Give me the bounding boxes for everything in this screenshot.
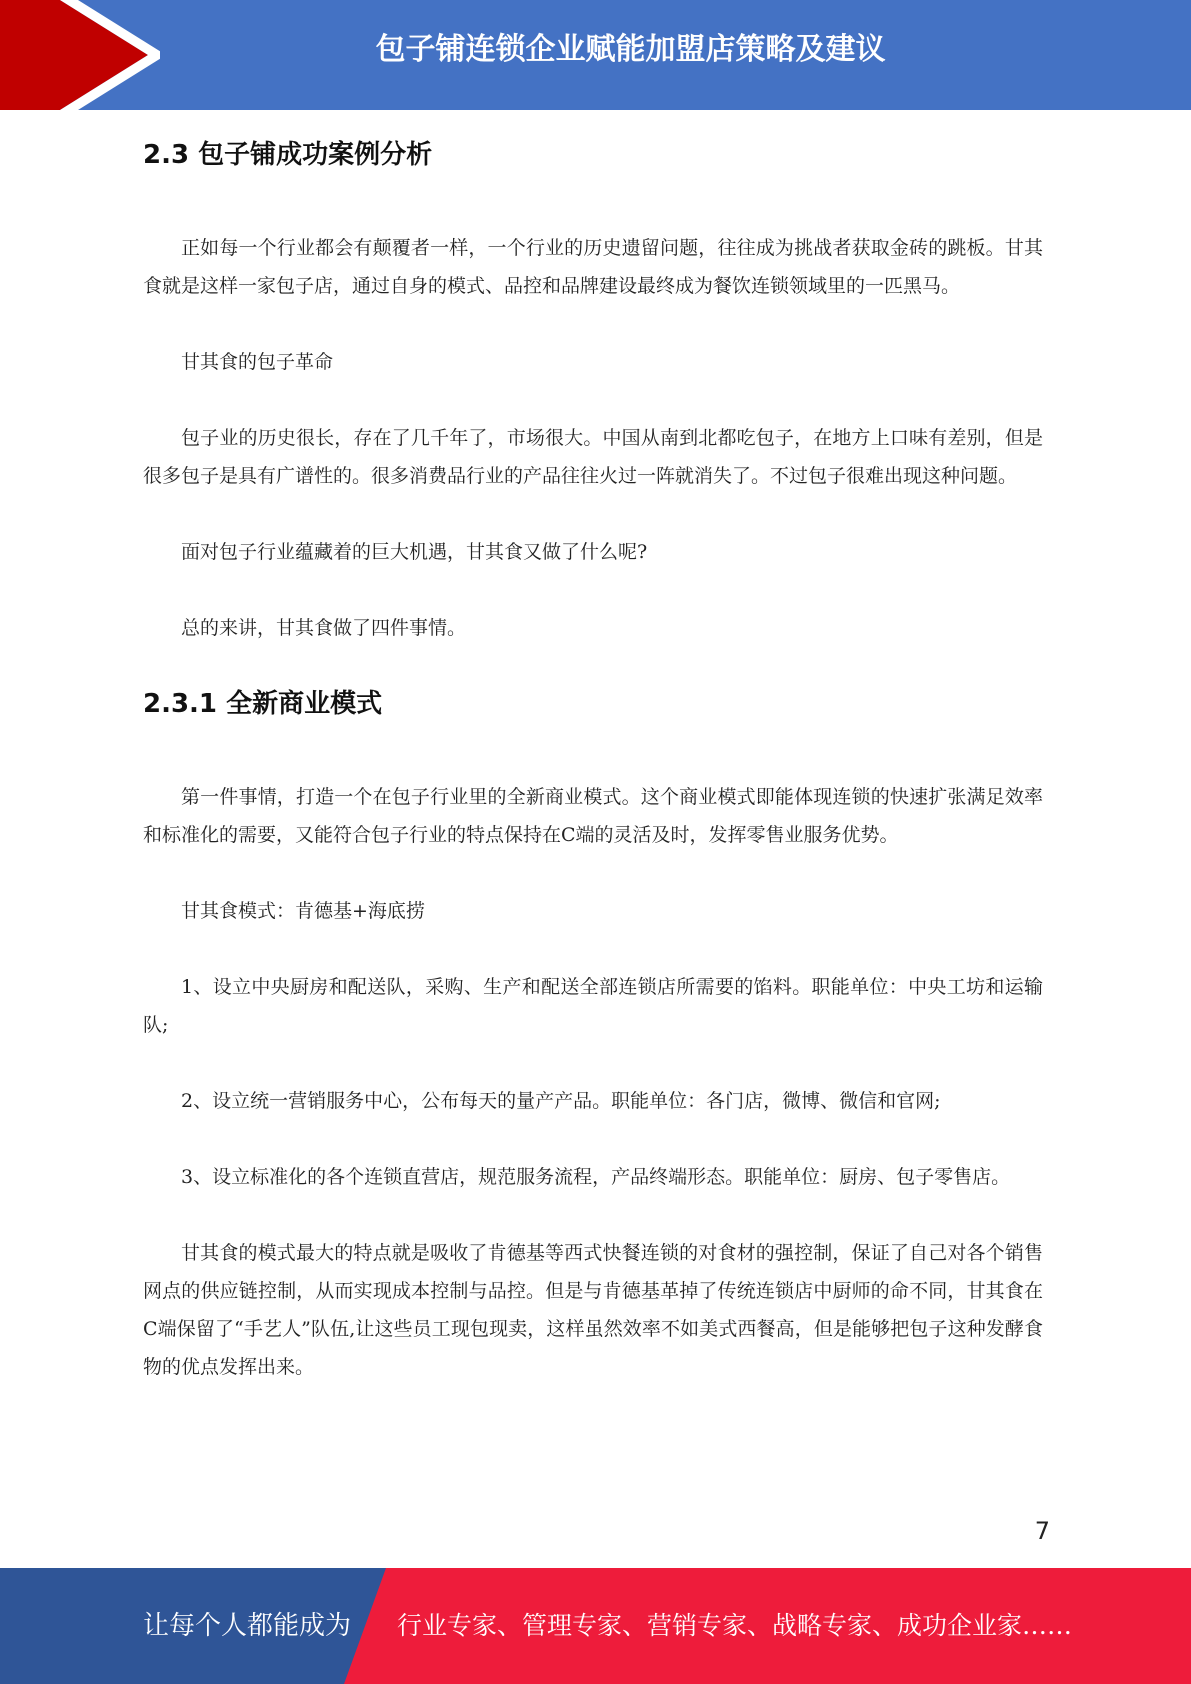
paragraph: 面对包子行业蕴藏着的巨大机遇，甘其食又做了什么呢? — [181, 541, 648, 563]
section-heading: 2.3 包子铺成功案例分析 — [143, 140, 433, 170]
paragraph: 甘其食的包子革命 — [181, 351, 334, 373]
paragraph: 1、设立中央厨房和配送队，采购、生产和配送全部连锁店所需要的馅料。职能单位：中央工坊和运输队; — [143, 976, 1043, 1036]
paragraph: 第一件事情，打造一个在包子行业里的全新商业模式。这个商业模式即能体现连锁的快速扩张满足效率和标准化的需要，又能符合包子行业的特点保持在C端的灵活及时，发挥零售业服务优势。 — [143, 786, 1043, 846]
paragraph: 甘其食模式：肯德基+海底捞 — [181, 900, 425, 922]
page-number: 7 — [1034, 1517, 1050, 1545]
paragraph: 3、设立标准化的各个连锁直营店，规范服务流程，产品终端形态。职能单位：厨房、包子零售店。 — [181, 1166, 1011, 1188]
document-body — [143, 110, 1043, 1386]
page-footer — [0, 1568, 1191, 1684]
header-title: 包子铺连锁企业赋能加盟店策略及建议 — [375, 32, 886, 67]
footer-roles: 行业专家、管理专家、营销专家、战略专家、成功企业家…… — [397, 1611, 1073, 1640]
footer-slogan: 让每个人都能成为 — [143, 1611, 352, 1641]
paragraph: 总的来讲，甘其食做了四件事情。 — [181, 617, 467, 639]
subsection-heading: 2.3.1 全新商业模式 — [143, 689, 383, 719]
paragraph: 正如每一个行业都会有颠覆者一样，一个行业的历史遗留问题，往往成为挑战者获取金砖的跳板。甘其食就是这样一家包子店，通过自身的模式、品控和品牌建设最终成为餐饮连锁领域里的一匹黑马。 — [143, 237, 1043, 297]
page-header — [0, 0, 1191, 110]
paragraph: 2、设立统一营销服务中心，公布每天的量产产品。职能单位：各门店，微博、微信和官网; — [181, 1090, 941, 1112]
paragraph: 包子业的历史很长，存在了几千年了，市场很大。中国从南到北都吃包子，在地方上口味有差别，但是很多包子是具有广谱性的。很多消费品行业的产品往往火过一阵就消失了。不过包子很难出现这种问题。 — [143, 427, 1043, 487]
paragraph: 甘其食的模式最大的特点就是吸收了肯德基等西式快餐连锁的对食材的强控制，保证了自己对各个销售网点的供应链控制，从而实现成本控制与品控。但是与肯德基革掉了传统连锁店中厨师的命不同，甘其食在C端保留了“手艺人”队伍,让这些员工现包现卖，这样虽然效率不如美式西餐高，但是能够把包子这种发酵食物的优点发挥出来。 — [143, 1242, 1043, 1378]
